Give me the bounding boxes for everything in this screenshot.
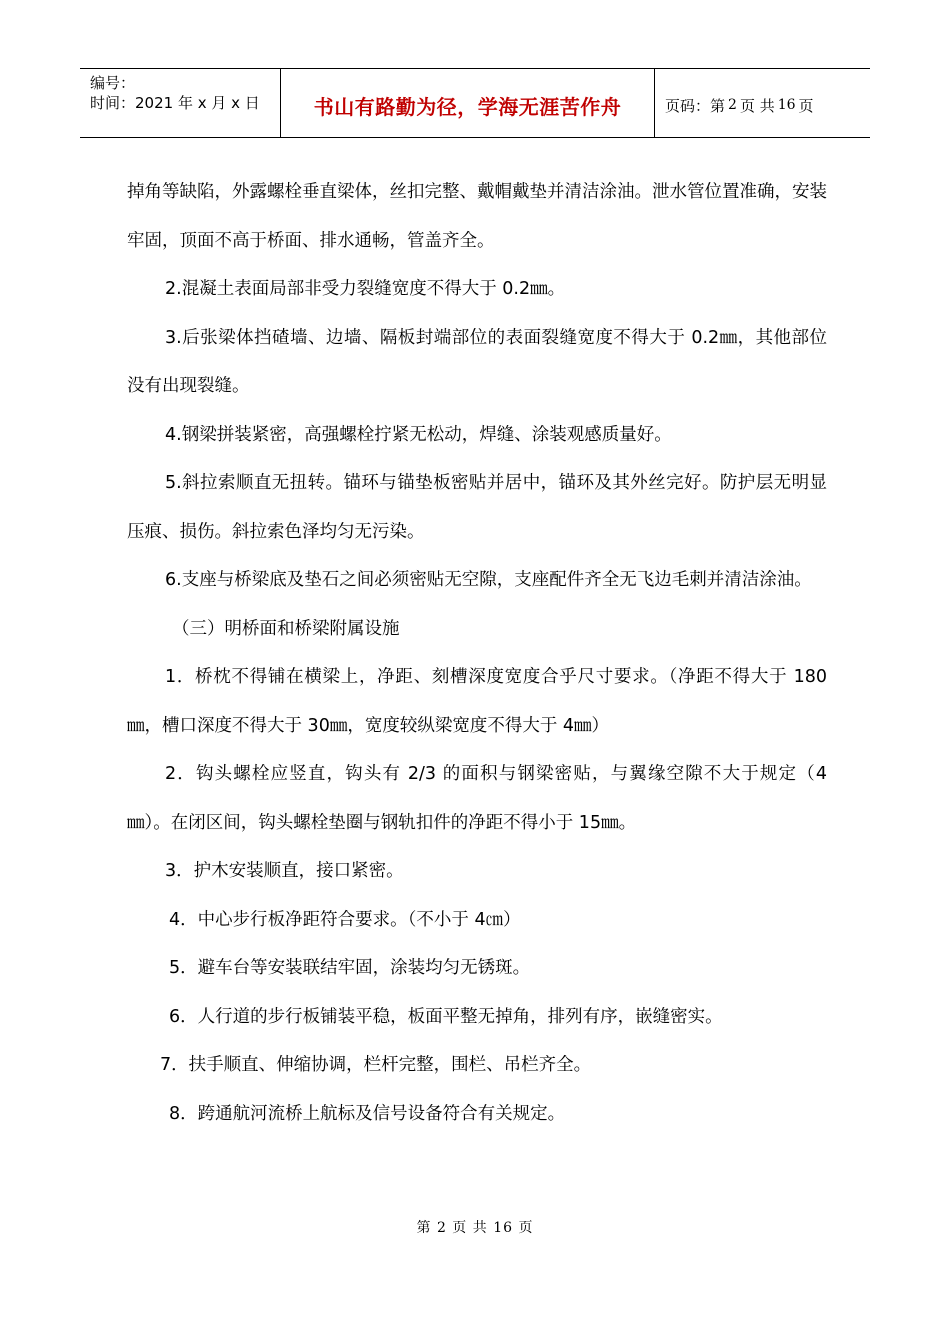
page-current: 2 (728, 97, 737, 113)
page-label-suffix: 页 (798, 96, 814, 115)
paragraph: 1．桥枕不得铺在横梁上，净距、刻槽深度宽度合乎尺寸要求。（净距不得大于 180㎜，槽口深度不得大于 30㎜，宽度较纵梁宽度不得大于 4㎜） (127, 667, 827, 736)
page-label-prefix: 页码：第 (665, 96, 726, 115)
paragraph: 掉角等缺陷，外露螺栓垂直梁体，丝扣完整、戴帽戴垫并清洁涂油。泄水管位置准确，安装牢固，顶面不高于桥面、排水通畅，管盖齐全。 (127, 182, 827, 251)
paragraph: 7．扶手顺直、伸缩协调，栏杆完整，围栏、吊栏齐全。 (160, 1055, 592, 1075)
section-heading: （三）明桥面和桥梁附属设施 (172, 618, 400, 639)
paragraph: 3．护木安装顺直，接口紧密。 (165, 861, 404, 881)
paragraph: 8．跨通航河流桥上航标及信号设备符合有关规定。 (169, 1103, 566, 1124)
page-footer: 第 2 页 共 16 页 (416, 1220, 534, 1236)
paragraph: 6.支座与桥梁底及垫石之间必须密贴无空隙，支座配件齐全无飞边毛刺并清洁涂油。 (165, 570, 812, 590)
paragraph: 4．中心步行板净距符合要求。（不小于 4㎝） (169, 909, 521, 930)
document-body (127, 168, 827, 1138)
paragraph: 3.后张梁体挡碴墙、边墙、隔板封端部位的表面裂缝宽度不得大于 0.2㎜，其他部位没有出现裂缝。 (127, 327, 827, 396)
header-motto: 书山有路勤为径，学海无涯苦作舟 (281, 69, 655, 137)
header-left-cell (80, 69, 281, 137)
paragraph: 2．钩头螺栓应竖直，钩头有 2/3 的面积与钢梁密贴，与翼缘空隙不大于规定（4㎜）。在闭区间，钩头螺栓垫圈与钢轨扣件的净距不得小于 15㎜。 (127, 764, 827, 833)
paragraph: 5．避车台等安装联结牢固，涂装均匀无锈斑。 (169, 958, 531, 978)
header-page-info (655, 69, 870, 137)
document-time-label: 时间：2021 年 x 月 x 日 (90, 94, 260, 112)
paragraph: 5.斜拉索顺直无扭转。锚环与锚垫板密贴并居中，锚环及其外丝完好。防护层无明显压痕、损伤。斜拉索色泽均匀无污染。 (127, 473, 827, 542)
paragraph: 6．人行道的步行板铺装平稳，板面平整无掉角，排列有序，嵌缝密实。 (169, 1006, 723, 1027)
paragraph: 4.钢梁拼装紧密，高强螺栓拧紧无松动，焊缝、涂装观感质量好。 (165, 424, 672, 445)
page-header (80, 68, 870, 138)
page-total: 16 (777, 97, 796, 113)
document-number-label: 编号： (90, 74, 136, 92)
paragraph: 2.混凝土表面局部非受力裂缝宽度不得大于 0.2㎜。 (165, 279, 566, 299)
page-label-mid: 页 共 (739, 96, 775, 115)
